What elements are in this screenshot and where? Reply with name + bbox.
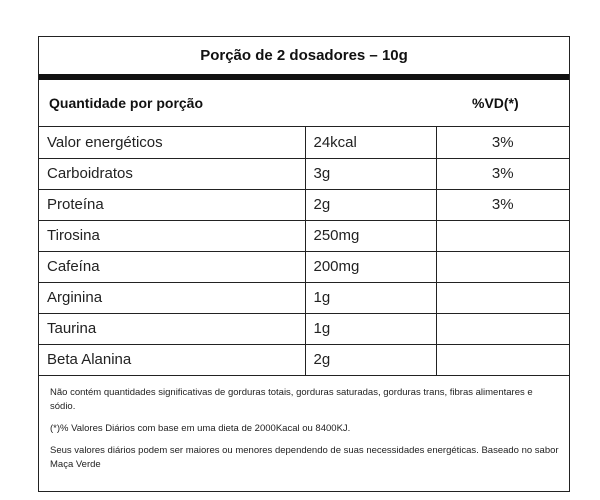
- table-row: [39, 158, 569, 189]
- nutrient-name: Cafeína: [39, 251, 305, 282]
- nutrient-amount: 200mg: [305, 251, 436, 282]
- nutrient-name: Carboidratos: [39, 158, 305, 189]
- nutrient-name: Valor energéticos: [39, 127, 305, 158]
- header-quantity-per-serving: Quantidade por porção: [49, 95, 204, 111]
- footnote-variation: Seus valores diários podem ser maiores ou menores dependendo de suas necessidades energéticas. Baseado no sabor Maça Verde: [50, 444, 559, 470]
- nutrient-dv: 3%: [436, 189, 569, 220]
- nutrient-amount: 2g: [305, 189, 436, 220]
- table-row: [39, 220, 569, 251]
- table-row: [39, 344, 569, 375]
- nutrient-amount: 2g: [305, 344, 436, 375]
- nutrient-amount: 1g: [305, 282, 436, 313]
- nutrient-dv: [436, 220, 569, 251]
- nutrition-facts-panel: [38, 36, 570, 492]
- nutrient-dv: [436, 313, 569, 344]
- nutrient-amount: 1g: [305, 313, 436, 344]
- nutrient-amount: 24kcal: [305, 127, 436, 158]
- table-row: [39, 189, 569, 220]
- nutrient-name: Tirosina: [39, 220, 305, 251]
- table-row: [39, 127, 569, 158]
- header-daily-value: %VD(*): [472, 95, 519, 111]
- nutrient-dv: 3%: [436, 127, 569, 158]
- nutrient-dv: [436, 344, 569, 375]
- nutrient-dv: [436, 251, 569, 282]
- nutrient-name: Proteína: [39, 189, 305, 220]
- nutrient-name: Beta Alanina: [39, 344, 305, 375]
- table-header: [39, 80, 569, 127]
- table-row: [39, 251, 569, 282]
- table-row: [39, 282, 569, 313]
- nutrient-amount: 250mg: [305, 220, 436, 251]
- nutrient-amount: 3g: [305, 158, 436, 189]
- nutrient-dv: [436, 282, 569, 313]
- footnotes: [39, 376, 569, 472]
- nutrition-table: [39, 127, 569, 376]
- table-row: [39, 313, 569, 344]
- nutrient-dv: 3%: [436, 158, 569, 189]
- footnote-daily-values: (*)% Valores Diários com base em uma dieta de 2000Kacal ou 8400KJ.: [50, 422, 351, 434]
- nutrient-name: Taurina: [39, 313, 305, 344]
- serving-size-title: Porção de 2 dosadores – 10g: [200, 47, 408, 64]
- footnote-insignificant: Não contém quantidades significativas de gorduras totais, gorduras saturadas, gorduras trans, fibras alimentares e sódio.: [50, 386, 533, 412]
- nutrient-name: Arginina: [39, 282, 305, 313]
